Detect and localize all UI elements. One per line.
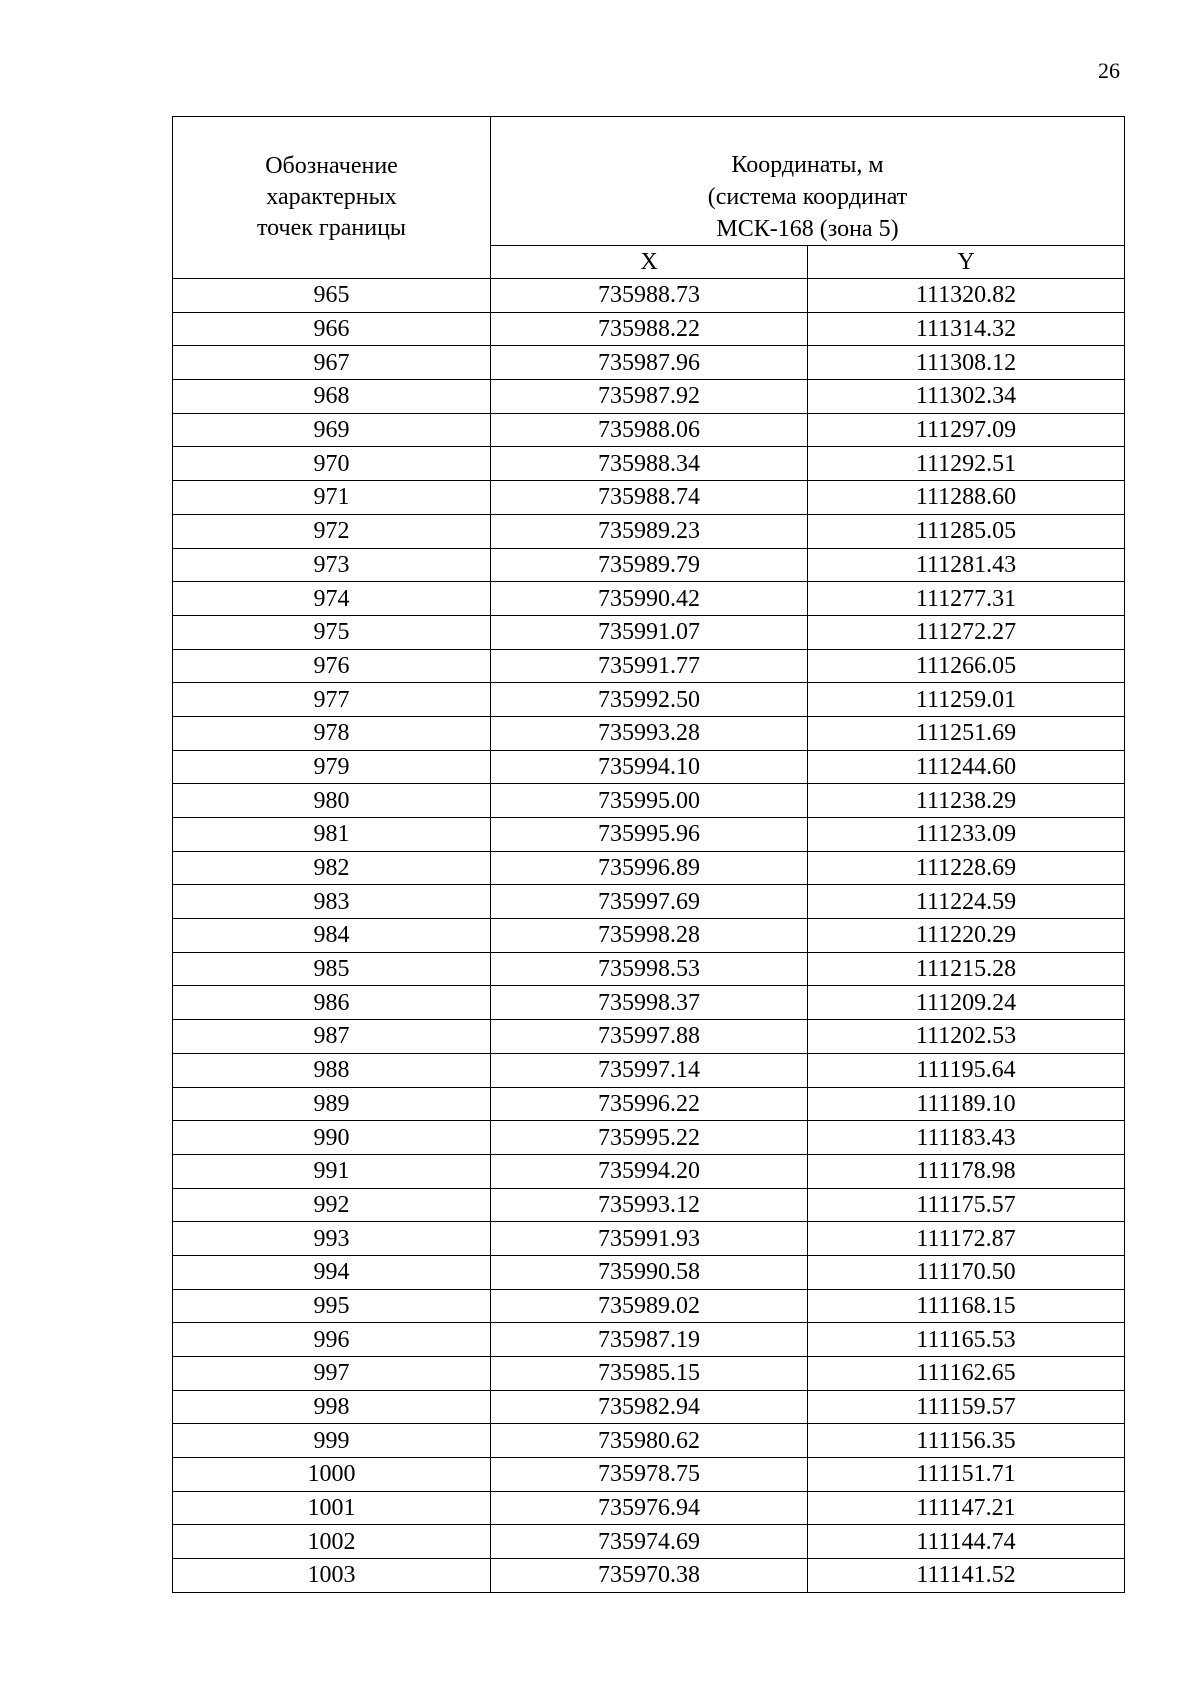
table-row: [173, 683, 1125, 717]
y-coordinate-cell: 111288.60: [808, 481, 1125, 515]
point-id-cell: 970: [173, 447, 491, 481]
table-body: [173, 279, 1125, 1593]
x-coordinate-cell: 735988.22: [491, 312, 808, 346]
table-row: [173, 312, 1125, 346]
y-coordinate-cell: 111297.09: [808, 413, 1125, 447]
x-coordinate-cell: 735993.12: [491, 1188, 808, 1222]
coordinates-header-text: Координаты, м (система координат МСК-168 (зона 5): [707, 152, 908, 242]
point-id-cell: 976: [173, 649, 491, 683]
point-id-cell: 1001: [173, 1491, 491, 1525]
y-coordinate-cell: 111292.51: [808, 447, 1125, 481]
y-coordinate-cell: 111220.29: [808, 919, 1125, 953]
table-row: [173, 750, 1125, 784]
point-id-cell: 985: [173, 952, 491, 986]
x-coordinate-cell: 735991.07: [491, 615, 808, 649]
y-coordinate-cell: 111233.09: [808, 818, 1125, 852]
table-row: [173, 1424, 1125, 1458]
y-coordinate-cell: 111151.71: [808, 1458, 1125, 1492]
point-id-cell: 965: [173, 279, 491, 313]
y-coordinate-cell: 111141.52: [808, 1559, 1125, 1593]
x-coordinate-cell: 735987.92: [491, 380, 808, 414]
y-coordinate-cell: 111195.64: [808, 1053, 1125, 1087]
y-coordinate-cell: 111251.69: [808, 716, 1125, 750]
y-coordinate-cell: 111259.01: [808, 683, 1125, 717]
point-id-cell: 983: [173, 885, 491, 919]
point-id-cell: 974: [173, 582, 491, 616]
y-coordinate-cell: 111320.82: [808, 279, 1125, 313]
point-id-cell: 973: [173, 548, 491, 582]
table-row: [173, 380, 1125, 414]
point-id-cell: 967: [173, 346, 491, 380]
table-row: [173, 851, 1125, 885]
x-coordinate-cell: 735997.69: [491, 885, 808, 919]
y-coordinate-cell: 111202.53: [808, 1020, 1125, 1054]
table-row: [173, 1357, 1125, 1391]
x-coordinate-cell: 735988.34: [491, 447, 808, 481]
point-id-cell: 990: [173, 1121, 491, 1155]
y-coordinate-cell: 111189.10: [808, 1087, 1125, 1121]
y-coordinate-cell: 111170.50: [808, 1255, 1125, 1289]
table-row: [173, 1222, 1125, 1256]
y-coordinate-cell: 111175.57: [808, 1188, 1125, 1222]
table-row: [173, 279, 1125, 313]
x-coordinate-cell: 735989.02: [491, 1289, 808, 1323]
x-coordinate-cell: 735989.23: [491, 514, 808, 548]
y-coordinate-cell: 111302.34: [808, 380, 1125, 414]
x-coordinate-cell: 735980.62: [491, 1424, 808, 1458]
point-id-cell: 1002: [173, 1525, 491, 1559]
table-row: [173, 1154, 1125, 1188]
x-coordinate-cell: 735970.38: [491, 1559, 808, 1593]
x-coordinate-cell: 735987.96: [491, 346, 808, 380]
y-coordinate-cell: 111314.32: [808, 312, 1125, 346]
point-id-cell: 972: [173, 514, 491, 548]
point-id-cell: 969: [173, 413, 491, 447]
point-id-cell: 992: [173, 1188, 491, 1222]
x-coordinate-cell: 735985.15: [491, 1357, 808, 1391]
x-coordinate-cell: 735991.77: [491, 649, 808, 683]
x-coordinate-cell: 735997.88: [491, 1020, 808, 1054]
table-row: [173, 582, 1125, 616]
point-id-cell: 995: [173, 1289, 491, 1323]
point-id-cell: 980: [173, 784, 491, 818]
x-coordinate-cell: 735988.06: [491, 413, 808, 447]
y-coordinate-cell: 111228.69: [808, 851, 1125, 885]
table-row: [173, 649, 1125, 683]
x-coordinate-cell: 735989.79: [491, 548, 808, 582]
y-coordinate-cell: 111244.60: [808, 750, 1125, 784]
coordinates-column-header: [491, 117, 1125, 246]
x-coordinate-cell: 735988.74: [491, 481, 808, 515]
point-id-cell: 978: [173, 716, 491, 750]
table-row: [173, 447, 1125, 481]
x-coordinate-cell: 735995.96: [491, 818, 808, 852]
y-coordinate-cell: 111156.35: [808, 1424, 1125, 1458]
point-id-cell: 979: [173, 750, 491, 784]
x-coordinate-cell: 735982.94: [491, 1390, 808, 1424]
table-row: [173, 346, 1125, 380]
table-row: [173, 818, 1125, 852]
x-coordinate-cell: 735974.69: [491, 1525, 808, 1559]
x-coordinate-cell: 735988.73: [491, 279, 808, 313]
x-coordinate-cell: 735998.28: [491, 919, 808, 953]
table-row: [173, 1458, 1125, 1492]
table-row: [173, 1121, 1125, 1155]
y-coordinate-cell: 111209.24: [808, 986, 1125, 1020]
table-row: [173, 885, 1125, 919]
point-id-cell: 993: [173, 1222, 491, 1256]
page-number: 26: [1098, 58, 1120, 83]
point-id-cell: 994: [173, 1255, 491, 1289]
table-row: [173, 1323, 1125, 1357]
table-row: [173, 919, 1125, 953]
table-row: [173, 413, 1125, 447]
x-coordinate-cell: 735976.94: [491, 1491, 808, 1525]
y-coordinate-cell: 111178.98: [808, 1154, 1125, 1188]
table-row: [173, 1255, 1125, 1289]
table-row: [173, 1559, 1125, 1593]
x-coordinate-cell: 735994.10: [491, 750, 808, 784]
table-row: [173, 1390, 1125, 1424]
point-id-cell: 996: [173, 1323, 491, 1357]
y-coordinate-cell: 111285.05: [808, 514, 1125, 548]
x-coordinate-cell: 735995.00: [491, 784, 808, 818]
boundary-points-table: [172, 116, 1125, 1593]
y-column-header: Y: [808, 246, 1125, 279]
y-coordinate-cell: 111159.57: [808, 1390, 1125, 1424]
table-row: [173, 1020, 1125, 1054]
x-coordinate-cell: 735990.42: [491, 582, 808, 616]
table-row: [173, 1525, 1125, 1559]
table-row: [173, 1053, 1125, 1087]
y-coordinate-cell: 111308.12: [808, 346, 1125, 380]
table-row: [173, 548, 1125, 582]
y-coordinate-cell: 111238.29: [808, 784, 1125, 818]
x-coordinate-cell: 735990.58: [491, 1255, 808, 1289]
x-coordinate-cell: 735991.93: [491, 1222, 808, 1256]
table-row: [173, 716, 1125, 750]
point-id-cell: 984: [173, 919, 491, 953]
table-row: [173, 952, 1125, 986]
point-id-cell: 966: [173, 312, 491, 346]
y-coordinate-cell: 111224.59: [808, 885, 1125, 919]
x-coordinate-cell: 735995.22: [491, 1121, 808, 1155]
y-coordinate-cell: 111266.05: [808, 649, 1125, 683]
table-row: [173, 514, 1125, 548]
point-id-cell: 975: [173, 615, 491, 649]
y-coordinate-cell: 111168.15: [808, 1289, 1125, 1323]
y-coordinate-cell: 111215.28: [808, 952, 1125, 986]
point-id-cell: 991: [173, 1154, 491, 1188]
y-coordinate-cell: 111281.43: [808, 548, 1125, 582]
x-coordinate-cell: 735997.14: [491, 1053, 808, 1087]
point-id-cell: 998: [173, 1390, 491, 1424]
point-id-cell: 986: [173, 986, 491, 1020]
point-id-cell: 997: [173, 1357, 491, 1391]
designation-column-header: [173, 117, 491, 279]
point-id-cell: 981: [173, 818, 491, 852]
x-coordinate-cell: 735987.19: [491, 1323, 808, 1357]
y-coordinate-cell: 111144.74: [808, 1525, 1125, 1559]
point-id-cell: 989: [173, 1087, 491, 1121]
point-id-cell: 968: [173, 380, 491, 414]
table-row: [173, 1289, 1125, 1323]
y-coordinate-cell: 111272.27: [808, 615, 1125, 649]
point-id-cell: 987: [173, 1020, 491, 1054]
point-id-cell: 999: [173, 1424, 491, 1458]
table-row: [173, 615, 1125, 649]
point-id-cell: 971: [173, 481, 491, 515]
table-row: [173, 1087, 1125, 1121]
designation-header-text: Обозначение характерных точек границы: [256, 153, 407, 241]
x-coordinate-cell: 735978.75: [491, 1458, 808, 1492]
x-coordinate-cell: 735993.28: [491, 716, 808, 750]
table-row: [173, 784, 1125, 818]
x-coordinate-cell: 735992.50: [491, 683, 808, 717]
x-coordinate-cell: 735998.53: [491, 952, 808, 986]
x-coordinate-cell: 735994.20: [491, 1154, 808, 1188]
table-header: [173, 117, 1125, 279]
point-id-cell: 988: [173, 1053, 491, 1087]
point-id-cell: 1000: [173, 1458, 491, 1492]
y-coordinate-cell: 111277.31: [808, 582, 1125, 616]
point-id-cell: 1003: [173, 1559, 491, 1593]
y-coordinate-cell: 111147.21: [808, 1491, 1125, 1525]
point-id-cell: 977: [173, 683, 491, 717]
x-coordinate-cell: 735998.37: [491, 986, 808, 1020]
table-row: [173, 481, 1125, 515]
point-id-cell: 982: [173, 851, 491, 885]
y-coordinate-cell: 111183.43: [808, 1121, 1125, 1155]
x-coordinate-cell: 735996.89: [491, 851, 808, 885]
table-row: [173, 986, 1125, 1020]
y-coordinate-cell: 111162.65: [808, 1357, 1125, 1391]
table-row: [173, 1188, 1125, 1222]
x-column-header: X: [491, 246, 808, 279]
table-row: [173, 1491, 1125, 1525]
x-coordinate-cell: 735996.22: [491, 1087, 808, 1121]
y-coordinate-cell: 111172.87: [808, 1222, 1125, 1256]
y-coordinate-cell: 111165.53: [808, 1323, 1125, 1357]
